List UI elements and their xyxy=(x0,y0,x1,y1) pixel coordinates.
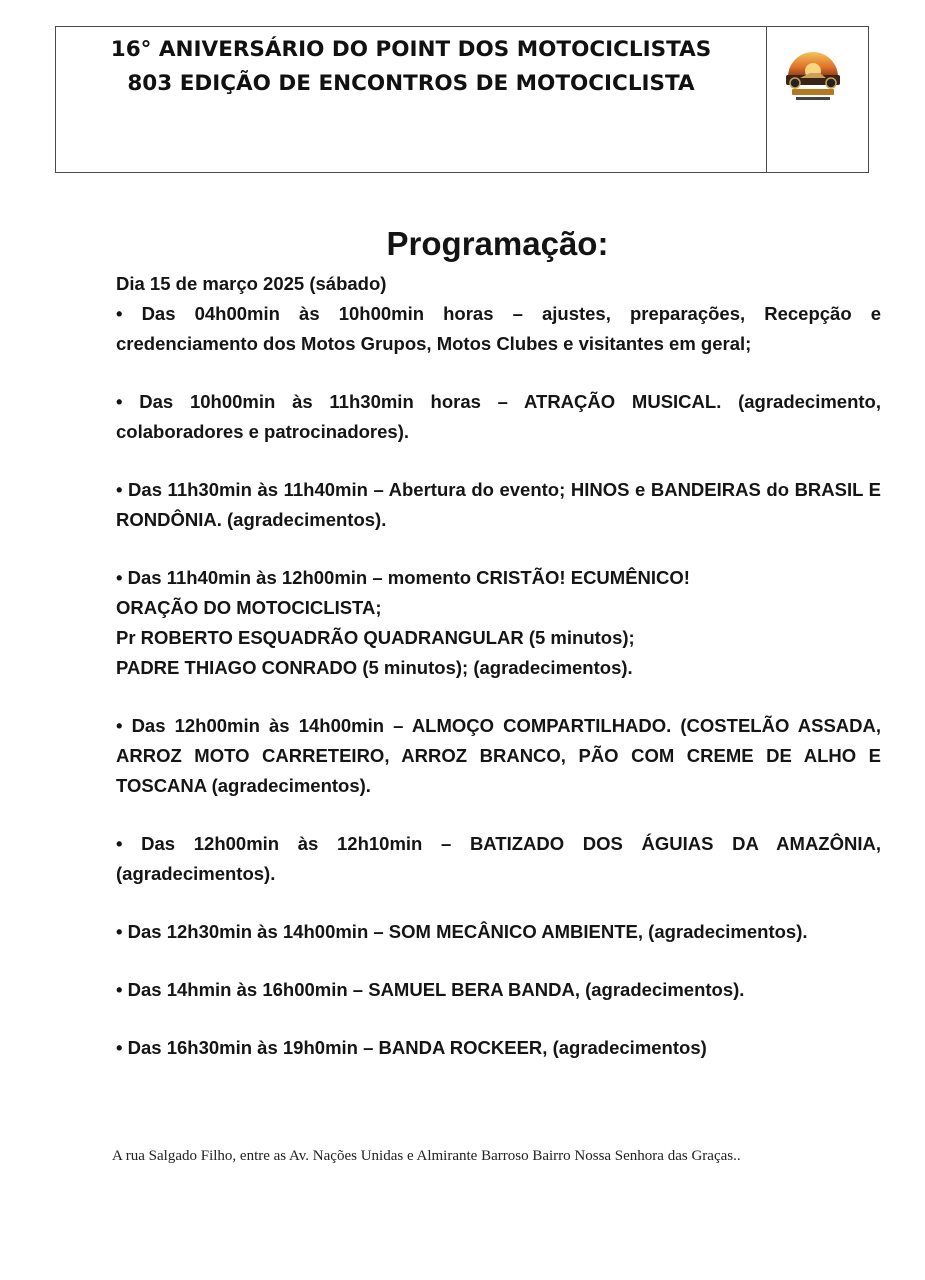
header-divider xyxy=(766,27,767,172)
program-item: • Das 11h30min às 11h40min – Abertura do evento; HINOS e BANDEIRAS do BRASIL E RONDÔNIA. (agradecimentos). xyxy=(116,479,881,530)
spacer xyxy=(116,947,881,975)
section-title: Programação: xyxy=(386,225,609,262)
document-title xyxy=(56,33,766,101)
program-content xyxy=(116,269,881,1063)
program-item: • Das 12h00min às 14h00min – ALMOÇO COMPARTILHADO. (COSTELÃO ASSADA, ARROZ MOTO CARRETEIRO, ARROZ BRANCO, PÃO COM CREME DE ALHO E TOSCANA (agradecimentos). xyxy=(116,715,881,796)
program-item: • Das 04h00min às 10h00min horas – ajustes, preparações, Recepção e credenciamento dos Motos Grupos, Motos Clubes e visitantes em geral; xyxy=(116,303,881,354)
spacer xyxy=(116,535,881,563)
spacer xyxy=(116,801,881,829)
program-item: • Das 12h00min às 12h10min – BATIZADO DOS ÁGUIAS DA AMAZÔNIA, (agradecimentos). xyxy=(116,833,881,884)
spacer xyxy=(116,889,881,917)
address-footer: A rua Salgado Filho, entre as Av. Nações Unidas e Almirante Barroso Bairro Nossa Senhora das Graças.. xyxy=(112,1148,741,1164)
event-date: Dia 15 de março 2025 (sábado) xyxy=(116,273,387,294)
program-item-line: Pr ROBERTO ESQUADRÃO QUADRANGULAR (5 minutos); xyxy=(116,627,635,648)
title-line-1: 16° ANIVERSÁRIO DO POINT DOS MOTOCICLISTAS xyxy=(110,37,712,62)
spacer xyxy=(116,359,881,387)
spacer xyxy=(116,683,881,711)
program-item: • Das 12h30min às 14h00min – SOM MECÂNICO AMBIENTE, (agradecimentos). xyxy=(116,921,808,942)
program-item: • Das 16h30min às 19h0min – BANDA ROCKEER, (agradecimentos) xyxy=(116,1037,707,1058)
header-box xyxy=(55,26,869,173)
program-item: • Das 10h00min às 11h30min horas – ATRAÇÃO MUSICAL. (agradecimento, colaboradores e patrocinadores). xyxy=(116,391,881,442)
spacer xyxy=(116,1005,881,1033)
title-line-2: 803 EDIÇÃO DE ENCONTROS DE MOTOCICLISTA xyxy=(127,71,695,96)
spacer xyxy=(116,447,881,475)
program-item-line: PADRE THIAGO CONRADO (5 minutos); (agradecimentos). xyxy=(116,657,633,678)
program-item: • Das 11h40min às 12h00min – momento CRISTÃO! ECUMÊNICO! xyxy=(116,567,690,588)
program-item: • Das 14hmin às 16h00min – SAMUEL BERA BANDA, (agradecimentos). xyxy=(116,979,745,1000)
motorcycle-club-logo-icon xyxy=(782,45,844,103)
program-item-line: ORAÇÃO DO MOTOCICLISTA; xyxy=(116,597,382,618)
